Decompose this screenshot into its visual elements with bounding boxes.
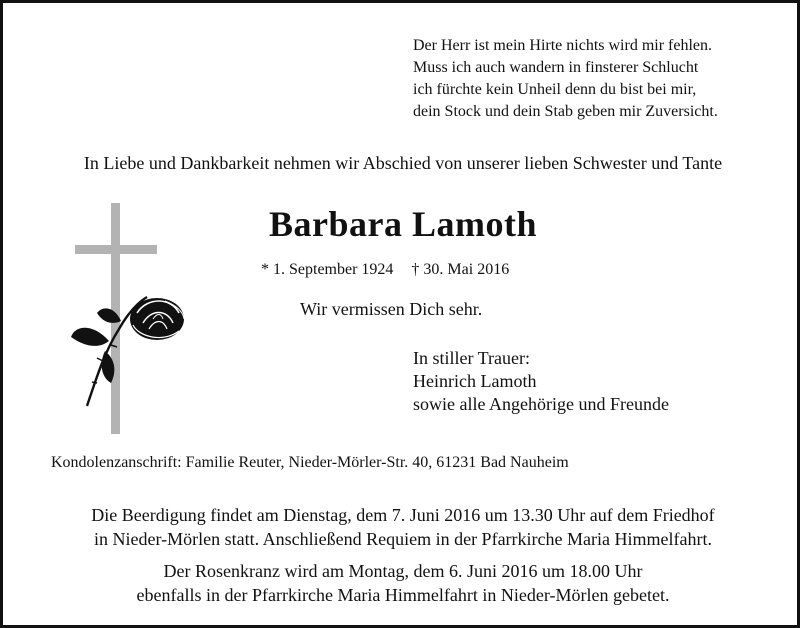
psalm-line: dein Stock und dein Stab geben mir Zuversicht. bbox=[413, 103, 718, 120]
intro-text: In Liebe und Dankbarkeit nehmen wir Abschied von unserer lieben Schwester und Tante bbox=[83, 153, 723, 173]
deceased-name: Barbara Lamoth bbox=[269, 204, 537, 244]
funeral-line: Die Beerdigung findet am Dienstag, dem 7. Juni 2016 um 13.30 Uhr auf dem Friedhof bbox=[91, 505, 715, 525]
rosary-line: Der Rosenkranz wird am Montag, dem 6. Juni 2016 um 18.00 Uhr bbox=[163, 561, 643, 581]
mourner-others: sowie alle Angehörige und Freunde bbox=[413, 394, 669, 414]
life-dates bbox=[261, 261, 509, 279]
psalm-line: ich fürchte kein Unheil denn du bist bei mir, bbox=[413, 81, 697, 98]
farewell-message: Wir vermissen Dich sehr. bbox=[300, 299, 483, 319]
psalm-line: Muss ich auch wandern in finsterer Schlucht bbox=[413, 59, 699, 76]
condolence-address: Kondolenzanschrift: Familie Reuter, Nieder-Mörler-Str. 40, 61231 Bad Nauheim bbox=[51, 454, 569, 471]
mourners-heading: In stiller Trauer: bbox=[413, 348, 530, 368]
rose-leaf bbox=[71, 328, 109, 346]
funeral-notice bbox=[3, 503, 800, 551]
psalm-line: Der Herr ist mein Hirte nichts wird mir fehlen. bbox=[413, 37, 713, 54]
cross-horizontal-bar bbox=[75, 245, 157, 254]
mourner-name: Heinrich Lamoth bbox=[413, 371, 537, 391]
funeral-line: in Nieder-Mörlen statt. Anschließend Requiem in der Pfarrkirche Maria Himmelfahrt. bbox=[94, 529, 712, 549]
rosary-notice bbox=[3, 559, 800, 607]
mourners-block bbox=[413, 347, 669, 416]
psalm-quote bbox=[413, 35, 718, 123]
birth-date: * 1. September 1924 bbox=[261, 261, 394, 278]
rose-bloom bbox=[130, 298, 184, 340]
death-date: † 30. Mai 2016 bbox=[411, 261, 510, 278]
rosary-line: ebenfalls in der Pfarrkirche Maria Himmelfahrt in Nieder-Mörlen gebetet. bbox=[136, 585, 670, 605]
